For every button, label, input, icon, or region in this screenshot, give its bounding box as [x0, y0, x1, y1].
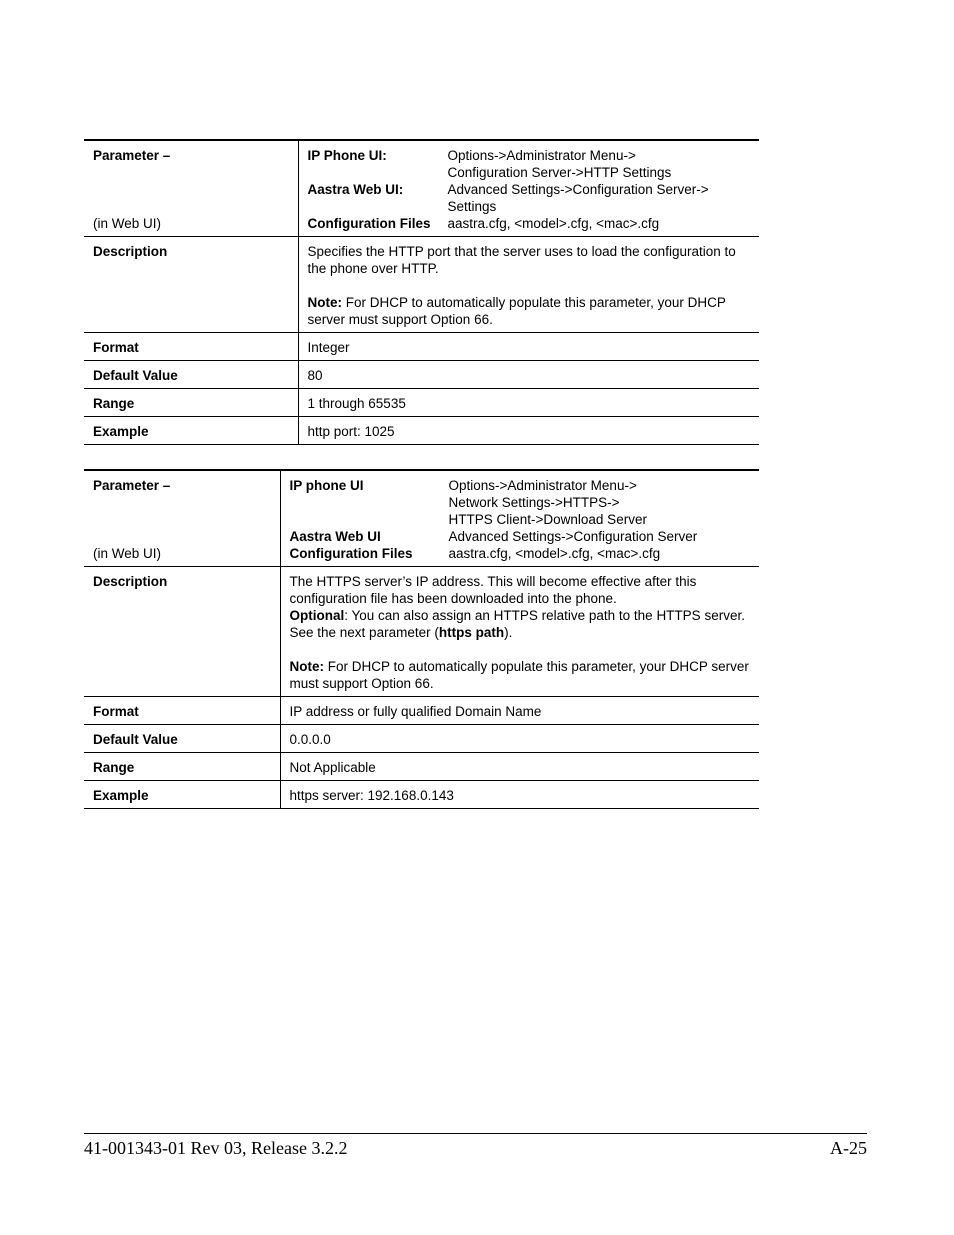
aastra-web-ui-path: Advanced Settings->Configuration Server [448, 529, 698, 544]
aastra-web-ui-key: Aastra Web UI [289, 529, 381, 544]
description-optional: Optional: You can also assign an HTTPS relative path to the HTTPS server. See the next parameter (https path). [289, 608, 745, 640]
range-value: 1 through 65535 [298, 389, 759, 417]
example-label: Example [84, 781, 280, 809]
ip-phone-ui-key: IP phone UI [289, 478, 364, 493]
ip-phone-ui-key: IP Phone UI: [307, 148, 387, 163]
parameter-row [84, 140, 759, 237]
configuration-files-key: Configuration Files [289, 546, 413, 561]
range-label: Range [84, 753, 280, 781]
default-value: 0.0.0.0 [280, 725, 759, 753]
example-value: http port: 1025 [298, 417, 759, 445]
footer-page-number: A-25 [830, 1138, 867, 1158]
configuration-files-value: aastra.cfg, <model>.cfg, <mac>.cfg [447, 216, 660, 231]
range-label: Range [84, 389, 298, 417]
example-label: Example [84, 417, 298, 445]
format-value: IP address or fully qualified Domain Name [280, 697, 759, 725]
description-value [298, 237, 759, 333]
range-value: Not Applicable [280, 753, 759, 781]
default-value: 80 [298, 361, 759, 389]
description-note: Note: For DHCP to automatically populate this parameter, your DHCP server must support Option 66. [289, 659, 749, 691]
format-value: Integer [298, 333, 759, 361]
default-value-row [84, 361, 759, 389]
ip-phone-ui-path: Options->Administrator Menu-> Network Settings->HTTPS-> HTTPS Client->Download Server [448, 478, 647, 527]
aastra-web-ui-path: Advanced Settings->Configuration Server-> Settings [447, 182, 709, 214]
format-label: Format [84, 697, 280, 725]
aastra-web-ui-key: Aastra Web UI: [307, 182, 404, 197]
ip-phone-ui-path: Options->Administrator Menu-> Configuration Server->HTTP Settings [447, 148, 672, 180]
range-row [84, 753, 759, 781]
parameter-value-cell [298, 140, 759, 237]
web-ui-note: (in Web UI) [93, 216, 162, 231]
default-value-label: Default Value [84, 725, 280, 753]
format-row [84, 333, 759, 361]
description-row [84, 567, 759, 697]
parameter-label-cell [84, 470, 280, 567]
configuration-files-key: Configuration Files [307, 216, 431, 231]
description-label: Description [84, 237, 298, 333]
description-note: Note: For DHCP to automatically populate this parameter, your DHCP server must support Option 66. [307, 295, 726, 327]
https-server-parameter-table [84, 469, 759, 809]
description-text: Specifies the HTTP port that the server uses to load the configuration to the phone over HTTP. [307, 244, 736, 276]
parameter-label-cell [84, 140, 298, 237]
configuration-files-value: aastra.cfg, <model>.cfg, <mac>.cfg [448, 546, 661, 561]
http-port-parameter-table [84, 139, 759, 445]
description-label: Description [84, 567, 280, 697]
parameter-label: Parameter – [93, 148, 171, 163]
default-value-row [84, 725, 759, 753]
example-row [84, 417, 759, 445]
range-row [84, 389, 759, 417]
example-row [84, 781, 759, 809]
example-value: https server: 192.168.0.143 [280, 781, 759, 809]
parameter-row [84, 470, 759, 567]
parameter-label: Parameter – [93, 478, 171, 493]
description-value [280, 567, 759, 697]
format-label: Format [84, 333, 298, 361]
footer-document-id: 41-001343-01 Rev 03, Release 3.2.2 [84, 1138, 348, 1158]
description-row [84, 237, 759, 333]
parameter-value-cell [280, 470, 759, 567]
description-text: The HTTPS server’s IP address. This will become effective after this configuration file has been downloaded into the phone. [289, 574, 697, 606]
default-value-label: Default Value [84, 361, 298, 389]
footer-divider [84, 1133, 867, 1134]
web-ui-note: (in Web UI) [93, 546, 162, 561]
format-row [84, 697, 759, 725]
